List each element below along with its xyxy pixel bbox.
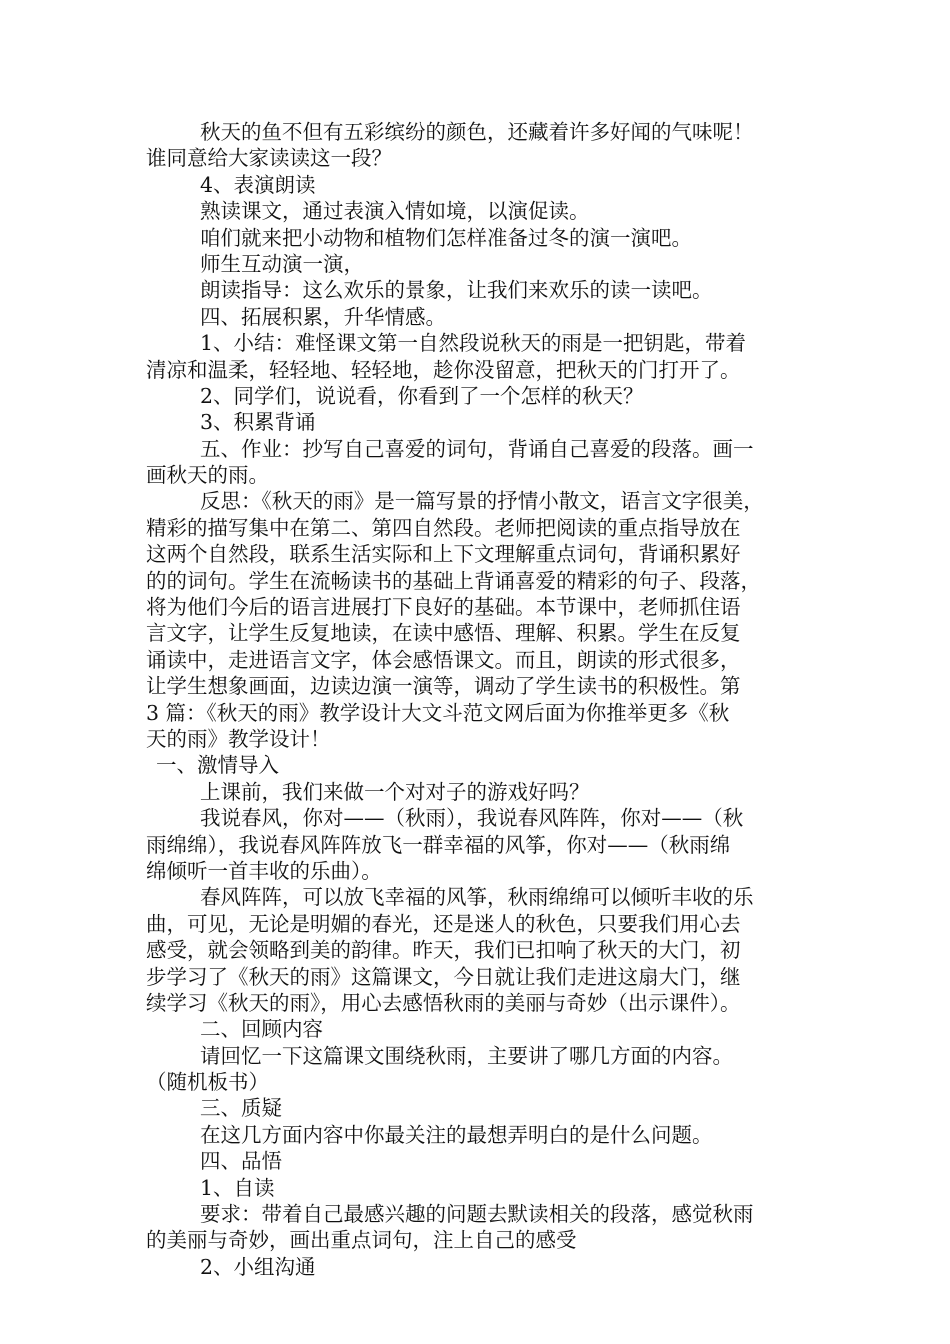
text-line: 4、表演朗读 (200, 172, 316, 197)
text-line: 雨绵绵），我说春风阵阵放飞一群幸福的风筝，你对——（秋雨绵 (146, 832, 731, 857)
text-line: 1、小结：难怪课文第一自然段说秋天的雨是一把钥匙，带着 (200, 331, 747, 356)
text-line: 熟读课文，通过表演入情如境，以演促读。 (200, 199, 590, 224)
text-line: 二、回顾内容 (200, 1017, 323, 1042)
text-line: 言文字，让学生反复地读，在读中感悟、理解、积累。学生在反复 (146, 621, 741, 646)
text-line: 2、小组沟通 (200, 1254, 316, 1279)
text-line: 秋天的鱼不但有五彩缤纷的颜色，还藏着许多好闻的气味呢！ (200, 120, 754, 144)
text-line: （随机板书） (146, 1070, 269, 1095)
text-line: 的美丽与奇妙，画出重点词句，注上自己的感受 (146, 1228, 577, 1253)
text-line: 咱们就来把小动物和植物们怎样准备过冬的演一演吧。 (200, 225, 692, 250)
text-line: 精彩的描写集中在第二、第四自然段。老师把阅读的重点指导放在 (146, 515, 741, 540)
text-line: 朗读指导：这么欢乐的景象，让我们来欢乐的读一读吧。 (200, 278, 713, 303)
text-line: 师生互动演一演， (200, 251, 364, 276)
text-line: 诵读中，走进语言文字，体会感悟课文。而且，朗读的形式很多， (146, 647, 741, 672)
text-line: 反思：《秋天的雨》是一篇写景的抒情小散文，语言文字很美， (200, 489, 764, 514)
text-line: 让学生想象画面，边读边演一演等，调动了学生读书的积极性。第 (146, 674, 741, 699)
text-line: 天的雨》教学设计！ (146, 726, 331, 751)
text-line: 请回忆一下这篇课文围绕秋雨，主要讲了哪几方面的内容。 (200, 1043, 733, 1068)
text-line: 上课前，我们来做一个对对子的游戏好吗？ (200, 779, 590, 804)
text-line: 3 篇：《秋天的雨》教学设计大文斗范文网后面为你推举更多《秋 (146, 700, 730, 725)
text-line: 画秋天的雨。 (146, 463, 269, 488)
text-line: 绵倾听一首丰收的乐曲）。 (146, 858, 382, 883)
text-line: 曲，可见，无论是明媚的春光，还是迷人的秋色，只要我们用心去 (146, 911, 741, 936)
text-line: 感受，就会领略到美的韵律。昨天，我们已扣响了秋天的大门，初 (146, 938, 741, 963)
text-line: 我说春风，你对——（秋雨），我说春风阵阵，你对——（秋 (200, 806, 744, 831)
text-line: 的的词句。学生在流畅读书的基础上背诵喜爱的精彩的句子、段落， (146, 568, 761, 593)
text-line: 四、拓展积累，升华情感。 (200, 304, 446, 329)
text-line: 五、作业：抄写自己喜爱的词句，背诵自己喜爱的段落。画一 (200, 436, 754, 461)
text-line: 清凉和温柔，轻轻地、轻轻地，趁你没留意，把秋天的门打开了。 (146, 357, 741, 382)
text-line: 春风阵阵，可以放飞幸福的风筝，秋雨绵绵可以倾听丰收的乐 (200, 885, 754, 910)
text-line: 要求：带着自己最感兴趣的问题去默读相关的段落，感觉秋雨 (200, 1202, 754, 1227)
text-line: 续学习《秋天的雨》，用心去感悟秋雨的美丽与奇妙（出示课件）。 (146, 990, 741, 1015)
text-line: 谁同意给大家读读这一段？ (146, 146, 392, 171)
text-line: 一、激情导入 (156, 753, 279, 778)
text-line: 3、积累背诵 (200, 410, 316, 435)
text-line: 这两个自然段，联系生活实际和上下文理解重点词句，背诵积累好 (146, 542, 741, 567)
text-line: 1、自读 (200, 1175, 275, 1200)
document-body (146, 119, 810, 1280)
text-line: 将为他们今后的语言进展打下良好的基础。本节课中，老师抓住语 (146, 595, 741, 620)
text-line: 在这几方面内容中你最关注的最想弄明白的是什么问题。 (200, 1122, 713, 1147)
text-line: 步学习了《秋天的雨》这篇课文，今日就让我们走进这扇大门，继 (146, 964, 741, 989)
text-line: 2、同学们，说说看，你看到了一个怎样的秋天？ (200, 383, 644, 408)
text-line: 四、品悟 (200, 1149, 282, 1174)
text-line: 三、质疑 (200, 1096, 282, 1121)
